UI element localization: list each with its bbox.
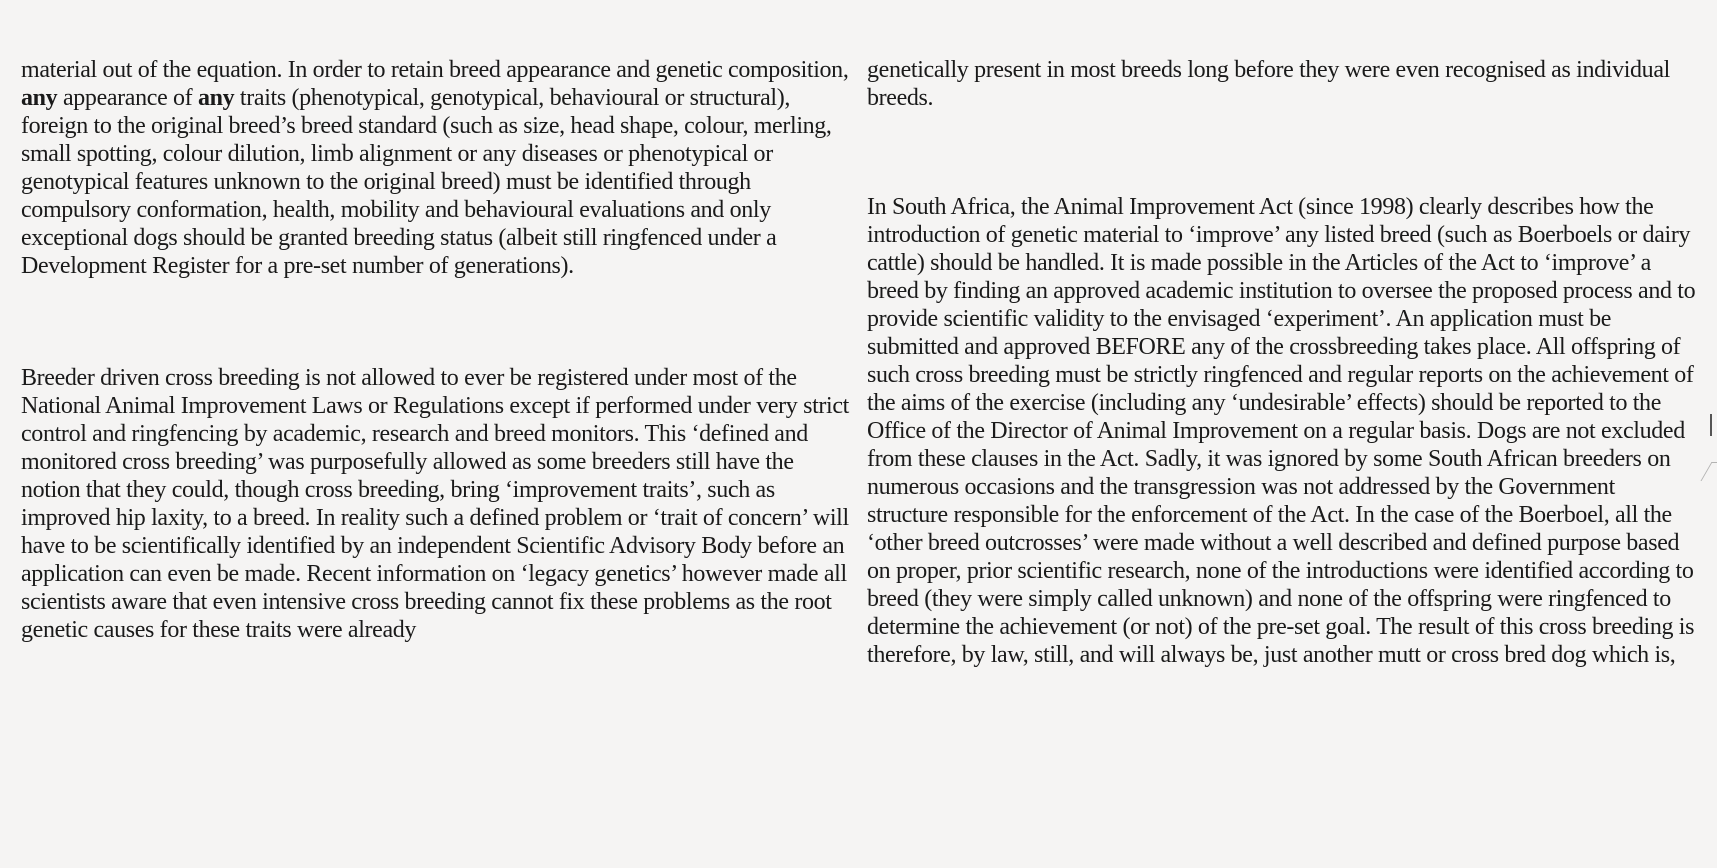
left-paragraph-1-text-d: traits (phenotypical, genotypical, behavioural or structural), foreign to the original breed’s breed standard (such as size, head shape, colour, merling, small spotting, colour dilution, limb alignment or any diseases or phenotypical or genotypical features unknown to the original breed) must be identified through compulsory conformation, health, mobility and behavioural evaluations and only exceptional dogs should be granted breeding status (albeit still ringfenced under a Development Register for a pre-set number of generations).: [21, 85, 832, 279]
left-paragraph-1-bold-any-1: any: [21, 85, 58, 111]
left-paragraph-1-text-a: material out of the equation. In order to retain breed appearance and genetic composition,: [21, 57, 849, 83]
right-paragraph-2: In South Africa, the Animal Improvement Act (since 1998) clearly describes how the introduction of genetic material to ‘improve’ any listed breed (such as Boerboels or dairy cattle) should be handled. It is made possible in the Articles of the Act to ‘improve’ a breed by finding an approved academic institution to oversee the proposed process and to provide scientific validity to the envisaged ‘experiment’. An application must be submitted and approved BEFORE any of the crossbreeding takes place. All offspring of such cross breeding must be strictly ringfenced and regular reports on the achievement of the aims of the exercise (including any ‘undesirable’ effects) should be reported to the Office of the Director of Animal Improvement on a regular basis. Dogs are not excluded from these clauses in the Act. Sadly, it was ignored by some South African breeders on numerous occasions and the transgression was not addressed by the Government structure responsible for the enforcement of the Act. In the case of the Boerboel, all the ‘other breed outcrosses’ were made without a well described and defined purpose based on proper, prior scientific research, none of the introductions were identified according to breed (they were simply called unknown) and none of the offspring were ringfenced to determine the achievement (or not) of the pre-set goal. The result of this cross breeding is therefore, by law, still, and will always be, just another mutt or cross bred dog which is,: [867, 194, 1696, 668]
paragraph-spacer: [21, 280, 851, 364]
left-paragraph-1-bold-any-2: any: [197, 85, 235, 111]
right-paragraph-1: genetically present in most breeds long before they were even recognised as individual breeds.: [867, 57, 1670, 111]
left-text-column: [21, 56, 851, 644]
right-text-column: [867, 56, 1697, 669]
left-paragraph-2: Breeder driven cross breeding is not allowed to ever be registered under most of the National Animal Improvement Laws or Regulations except if performed under very strict control and ringfencing by academic, research and breed monitors. This ‘defined and monitored cross breeding’ was purposefully allowed as some breeders still have the notion that they could, though cross breeding, bring ‘improvement traits’, such as improved hip laxity, to a breed. In reality such a defined problem or ‘trait of concern’ will have to be scientifically identified by an independent Scientific Advisory Body before an application can even be made. Recent information on ‘legacy genetics’ however made all scientists aware that even intensive cross breeding cannot fix these problems as the root genetic causes for these traits were already: [21, 365, 849, 643]
left-paragraph-1-text-c: appearance of: [57, 85, 198, 111]
paragraph-spacer: [867, 112, 1697, 193]
scroll-edge-icon: [1701, 462, 1717, 481]
left-paragraph-1: [21, 56, 851, 280]
text-cursor-icon: [1710, 414, 1712, 436]
